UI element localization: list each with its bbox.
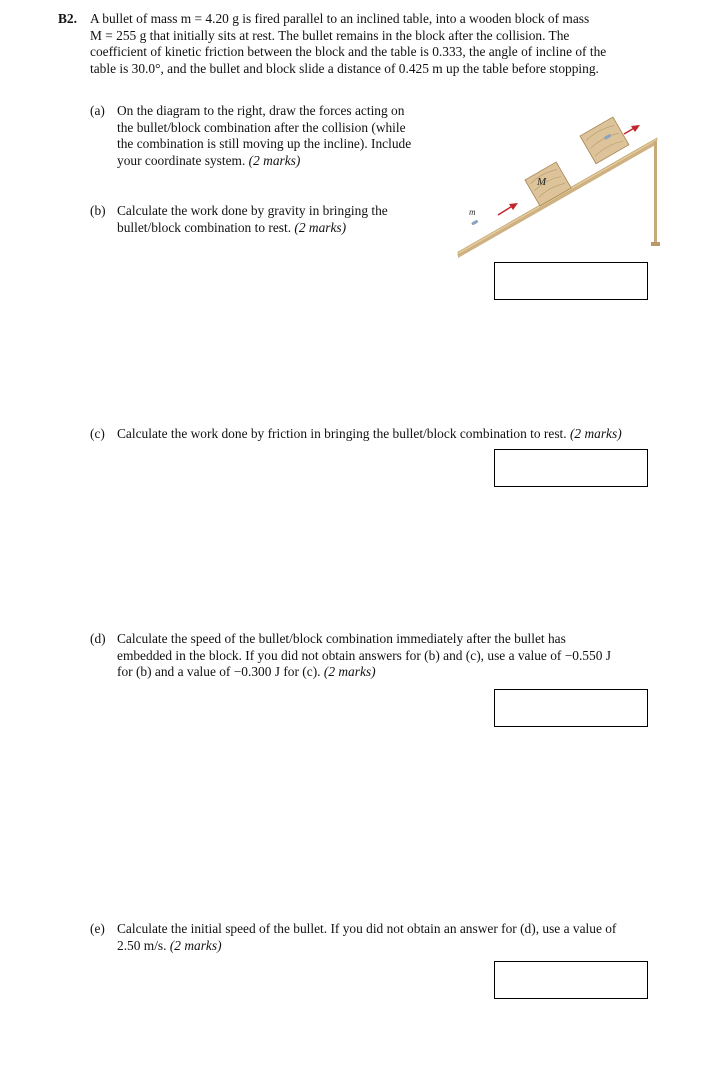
part-line: Calculate the work done by friction in bringing the bullet/block combination to rest. (2 marks): [117, 426, 622, 441]
velocity-arrow-block: [624, 125, 640, 134]
part-line: the bullet/block combination after the collision (while: [117, 119, 406, 135]
part-line: Calculate the speed of the bullet/block combination immediately after the bullet has: [117, 631, 566, 646]
intro-line: coefficient of kinetic friction between the block and the table is 0.333, the angle of incline of the: [90, 44, 607, 60]
intro-line: A bullet of mass m = 4.20 g is fired parallel to an inclined table, into a wooden block of mass: [90, 11, 590, 26]
marks: (2 marks): [169, 937, 222, 953]
part-line: On the diagram to the right, draw the forces acting on: [117, 103, 405, 118]
question-intro: [90, 11, 660, 77]
part-text: [117, 103, 411, 169]
part-text: [117, 203, 388, 236]
velocity-arrow-bullet: [498, 203, 518, 215]
part-text: [117, 631, 611, 681]
part-label: (b): [90, 203, 106, 218]
intro-line: table is 30.0°, and the bullet and block slide a distance of 0.425 m up the table before stopping.: [90, 60, 599, 76]
part-label: (d): [90, 631, 106, 646]
block-moving: [580, 117, 629, 164]
part-label: (a): [90, 103, 105, 118]
part-label: (e): [90, 921, 105, 936]
bullet: [471, 220, 479, 226]
part-line: for (b) and a value of −0.300 J for (c). (2 marks): [117, 664, 376, 680]
part-line: embedded in the block. If you did not obtain answers for (b) and (c), use a value of −0.550 J: [117, 647, 611, 663]
part-line: 2.50 m/s. (2 marks): [117, 937, 222, 953]
marks: (2 marks): [248, 152, 301, 168]
answer-box-e[interactable]: [494, 961, 648, 999]
part-text: [117, 921, 616, 954]
part-line: your coordinate system. (2 marks): [117, 152, 301, 168]
table-foot: [651, 242, 660, 246]
part-label: (c): [90, 426, 105, 441]
block-initial: [525, 162, 571, 206]
part-line: the combination is still moving up the incline). Include: [117, 136, 412, 152]
intro-line: M = 255 g that initially sits at rest. The bullet remains in the block after the collision. The: [90, 27, 570, 43]
marks: (2 marks): [294, 219, 347, 235]
incline-surface: [458, 138, 657, 255]
answer-box-d[interactable]: [494, 689, 648, 727]
incline-diagram[interactable]: [452, 112, 662, 258]
part-text: [117, 426, 622, 443]
answer-box-c[interactable]: [494, 449, 648, 487]
marks: (2 marks): [569, 426, 622, 441]
question-number: B2.: [58, 11, 77, 26]
part-line: bullet/block combination to rest. (2 marks): [117, 219, 347, 235]
incline-edge: [458, 141, 657, 258]
answer-box-b[interactable]: [494, 262, 648, 300]
part-line: Calculate the work done by gravity in bringing the: [117, 203, 388, 218]
part-line: Calculate the initial speed of the bullet. If you did not obtain an answer for (d), use a value of: [117, 921, 617, 936]
block-label: M: [537, 176, 547, 188]
table-leg: [654, 141, 657, 246]
bullet-label: m: [469, 207, 476, 217]
marks: (2 marks): [323, 664, 376, 680]
